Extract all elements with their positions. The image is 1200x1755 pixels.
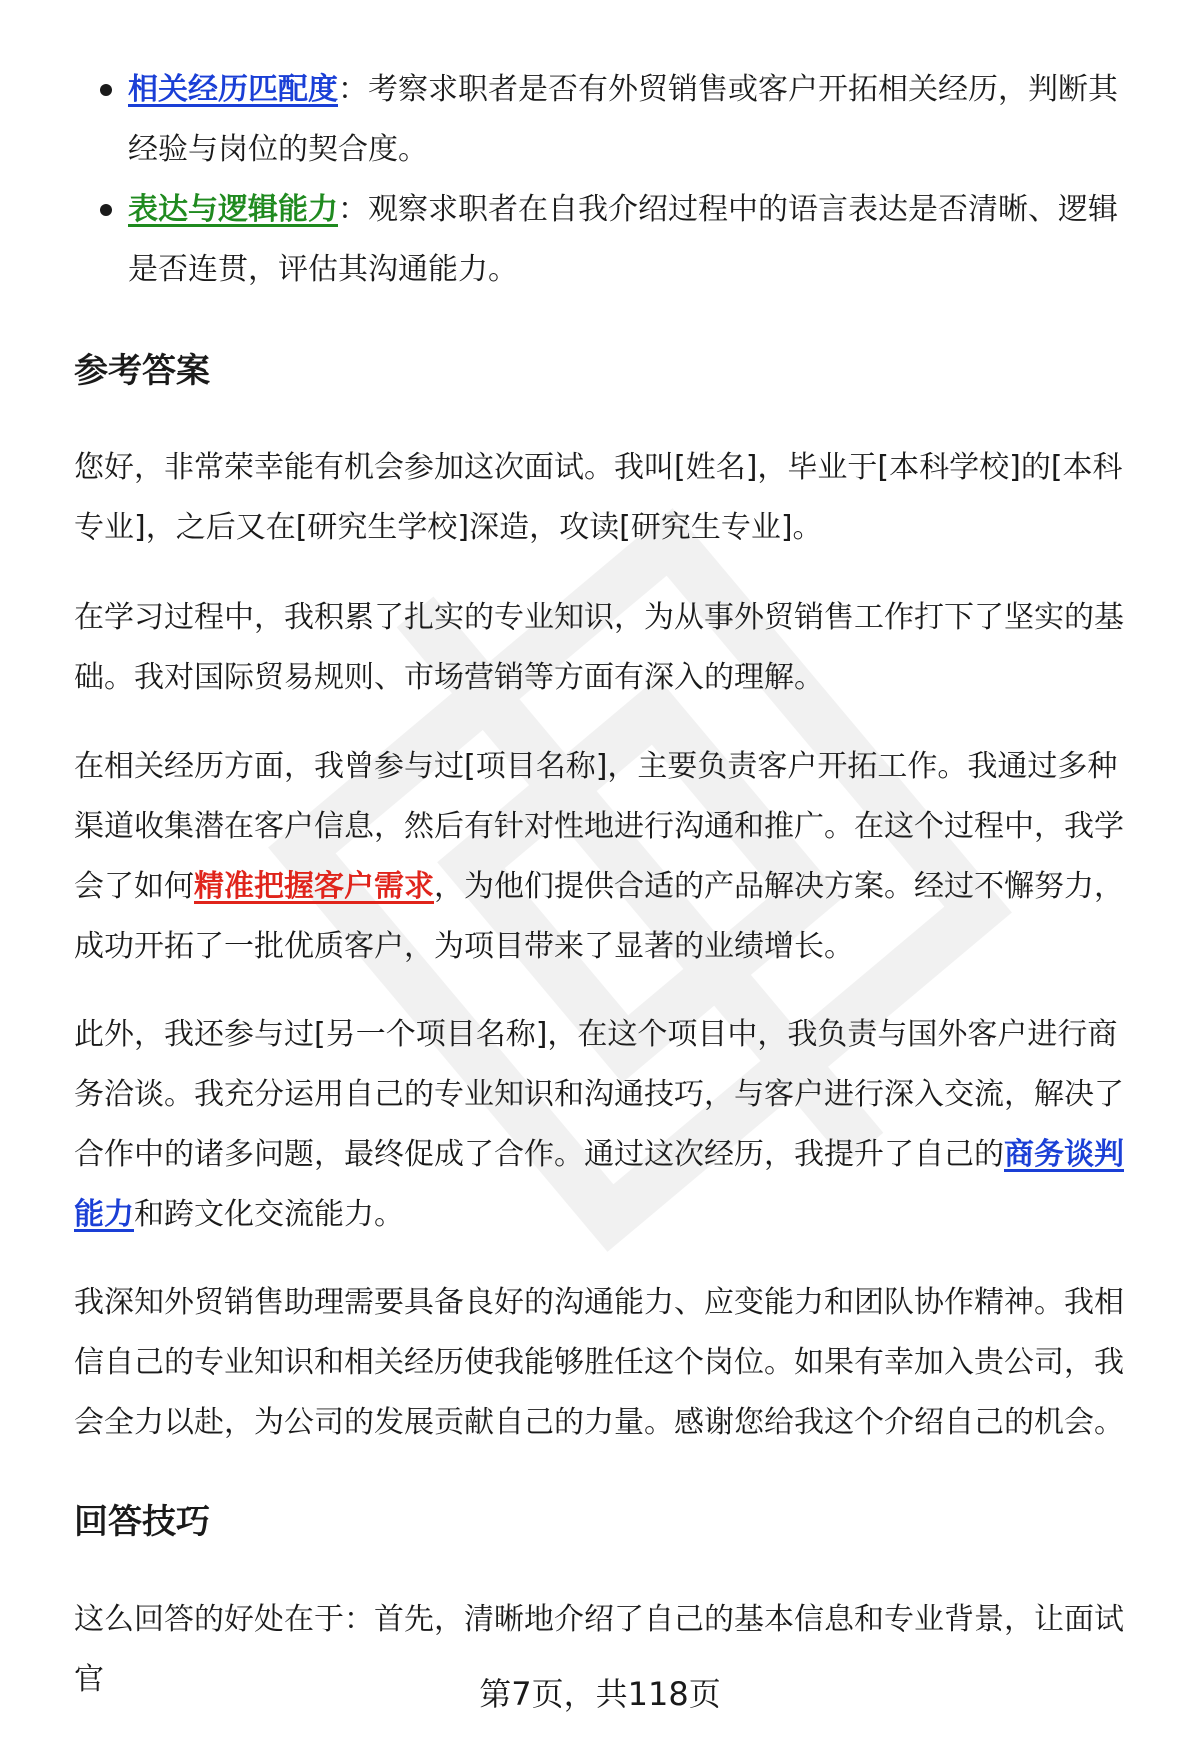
highlight-blue: 商务谈判能力	[74, 1137, 1124, 1232]
list-item	[74, 180, 1146, 300]
highlight-green: 表达与逻辑能力	[128, 192, 338, 227]
list-item	[74, 60, 1146, 180]
bullet-icon	[100, 84, 112, 96]
answer-paragraph-3: 在相关经历方面，我曾参与过[项目名称]，主要负责客户开拓工作。我通过多种渠道收集潜在客户信息，然后有针对性地进行沟通和推广。在这个过程中，我学会了如何精准把握客户需求，为他们提供合适的产品解决方案。经过不懈努力，成功开拓了一批优质客户，为项目带来了显著的业绩增长。	[74, 749, 1124, 964]
bullet-icon	[100, 204, 112, 216]
answer-paragraph-5: 我深知外贸销售助理需要具备良好的沟通能力、应变能力和团队协作精神。我相信自己的专业知识和相关经历使我能够胜任这个岗位。如果有幸加入贵公司，我会全力以赴，为公司的发展贡献自己的力量。感谢您给我这个介绍自己的机会。	[74, 1285, 1124, 1440]
highlight-blue: 相关经历匹配度	[128, 72, 338, 107]
section-heading-answer-tips: 回答技巧	[74, 1502, 210, 1542]
tips-paragraph-1: 这么回答的好处在于：首先，清晰地介绍了自己的基本信息和专业背景，让面试官	[74, 1602, 1124, 1697]
answer-paragraph-1: 您好，非常荣幸能有机会参加这次面试。我叫[姓名]，毕业于[本科学校]的[本科专业]，之后又在[研究生学校]深造，攻读[研究生专业]。	[74, 450, 1123, 545]
list-item-text: ：观察求职者在自我介绍过程中的语言表达是否清晰、逻辑是否连贯，评估其沟通能力。	[128, 192, 1118, 287]
answer-paragraph-4: 此外，我还参与过[另一个项目名称]，在这个项目中，我负责与国外客户进行商务洽谈。我充分运用自己的专业知识和沟通技巧，与客户进行深入交流，解决了合作中的诸多问题，最终促成了合作。通过这次经历，我提升了自己的商务谈判能力和跨文化交流能力。	[74, 1017, 1124, 1232]
criteria-list	[74, 60, 1146, 300]
section-heading-reference-answer: 参考答案	[74, 351, 210, 391]
highlight-red: 精准把握客户需求	[194, 869, 434, 904]
list-item-text: ：考察求职者是否有外贸销售或客户开拓相关经历，判断其经验与岗位的契合度。	[128, 72, 1118, 167]
answer-paragraph-2: 在学习过程中，我积累了扎实的专业知识，为从事外贸销售工作打下了坚实的基础。我对国际贸易规则、市场营销等方面有深入的理解。	[74, 600, 1124, 695]
page-number: 第7页，共118页	[479, 1675, 721, 1713]
